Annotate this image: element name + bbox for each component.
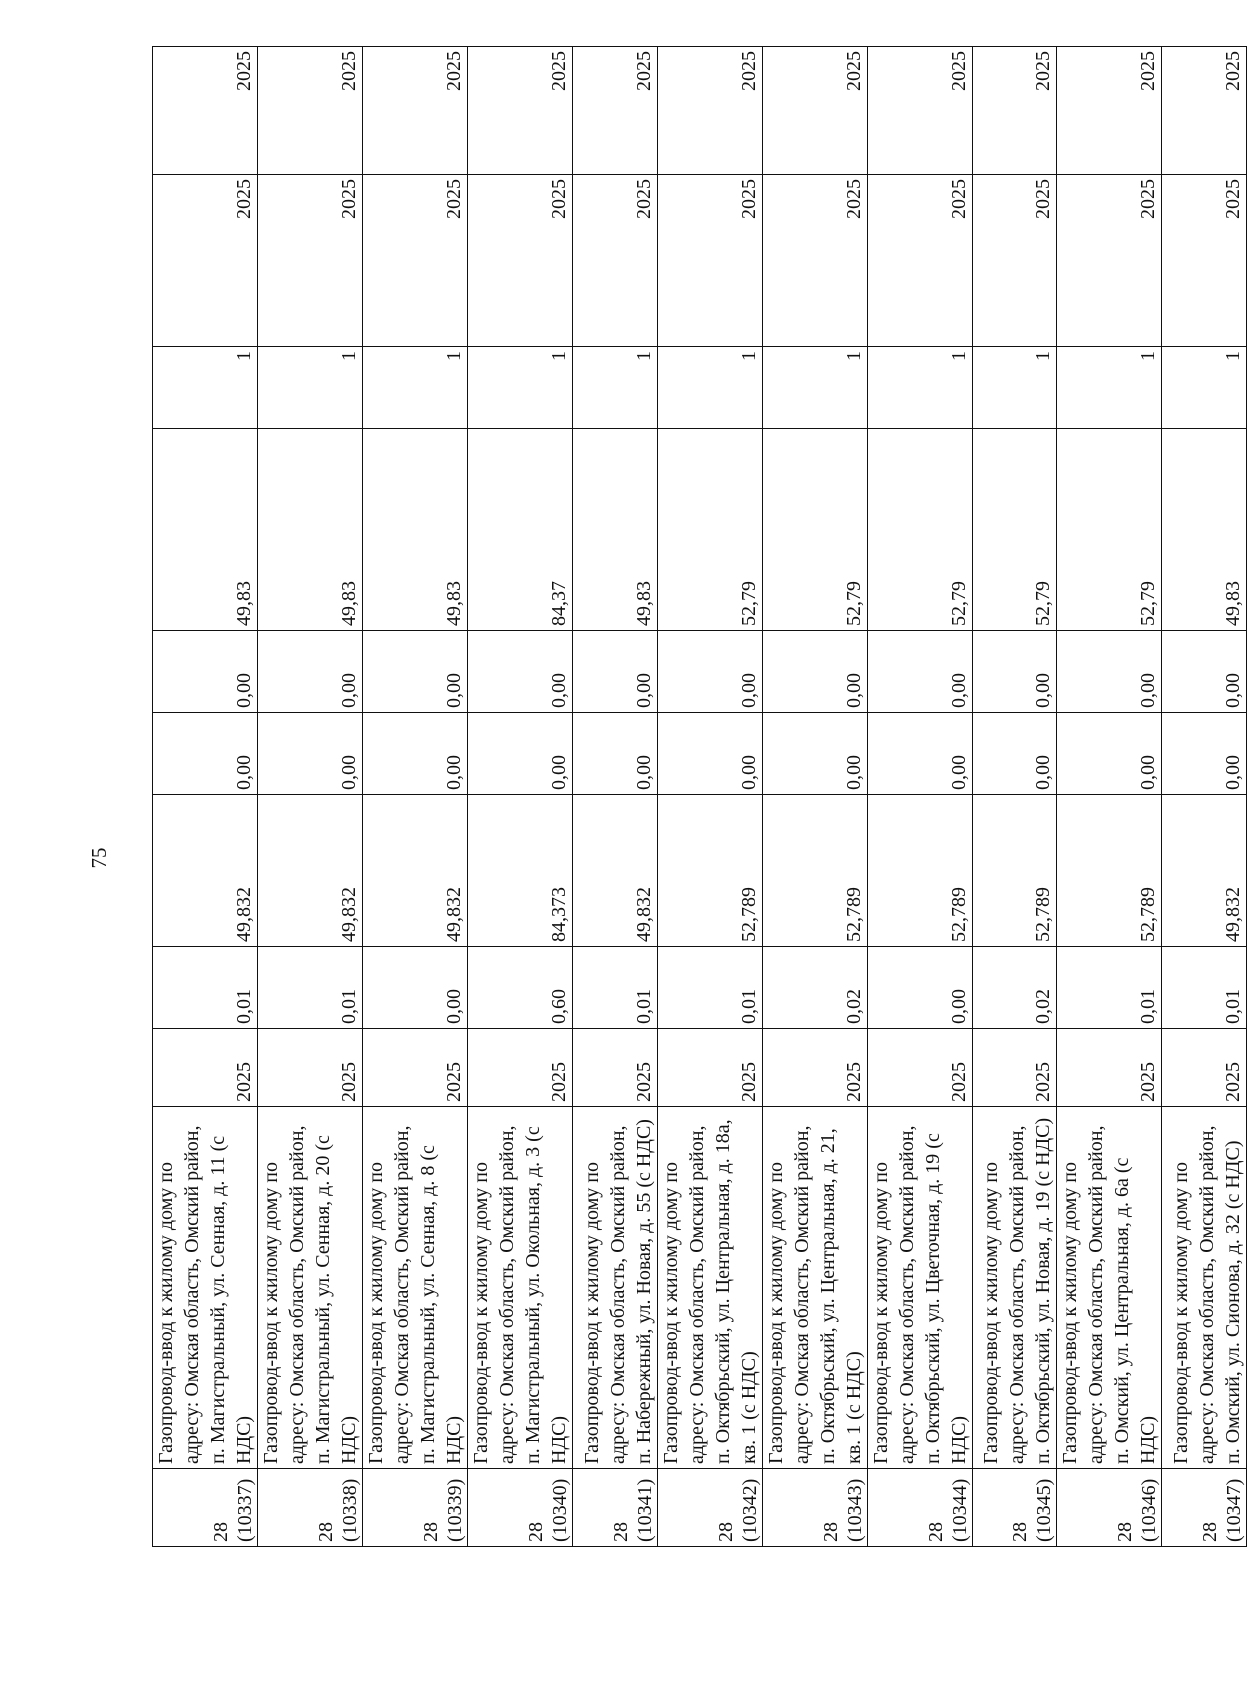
- table-row: [573, 47, 658, 1547]
- end-year-cell: 2025: [1057, 47, 1162, 175]
- start-year-cell: 2025: [258, 175, 363, 347]
- table-row: [762, 47, 867, 1547]
- total-cell: 52,79: [762, 429, 867, 631]
- year-cell: 2025: [258, 1029, 363, 1107]
- total-cell: 49,83: [258, 429, 363, 631]
- value-cell: 0,02: [762, 947, 867, 1029]
- year-cell: 2025: [972, 1029, 1057, 1107]
- table-row: [972, 47, 1057, 1547]
- count-cell: 1: [363, 347, 468, 429]
- value-cell: 0,00: [363, 631, 468, 713]
- value-cell: 0,00: [258, 713, 363, 795]
- value-cell: 52,789: [972, 795, 1057, 947]
- value-cell: 0,00: [657, 713, 762, 795]
- row-number-cell: [972, 1469, 1057, 1547]
- object-name-cell: Газопровод-ввод к жилому дому по адресу: Омская область, Омский район, п. Набережный, ул. Новая, д. 55 (с НДС): [573, 1107, 658, 1469]
- value-cell: 0,01: [1162, 947, 1247, 1029]
- object-name-cell: Газопровод-ввод к жилому дому по адресу: Омская область, Омский район, п. Октябрьский, ул. Новая, д. 19 (с НДС): [972, 1107, 1057, 1469]
- row-number: 28: [609, 1522, 632, 1542]
- row-number: 28: [525, 1522, 547, 1542]
- value-cell: 0,00: [867, 947, 972, 1029]
- count-cell: 1: [762, 347, 867, 429]
- count-cell: 1: [1162, 347, 1247, 429]
- total-cell: 49,83: [1162, 429, 1247, 631]
- table-row: [363, 47, 468, 1547]
- total-cell: 52,79: [657, 429, 762, 631]
- start-year-cell: 2025: [573, 175, 658, 347]
- start-year-cell: 2025: [867, 175, 972, 347]
- row-number: 28: [819, 1522, 842, 1542]
- value-cell: 0,00: [867, 713, 972, 795]
- row-number-cell: [468, 1469, 573, 1547]
- start-year-cell: 2025: [657, 175, 762, 347]
- row-number-cell: [867, 1469, 972, 1547]
- value-cell: 0,00: [1057, 631, 1162, 713]
- value-cell: 0,00: [762, 713, 867, 795]
- object-name-cell: Газопровод-ввод к жилому дому по адресу: Омская область, Омский район, п. Магистральный, ул. Сенная, д. 20 (с НДС): [258, 1107, 363, 1469]
- row-number: 28: [714, 1522, 737, 1542]
- table-row: [657, 47, 762, 1547]
- object-name-cell: Газопровод-ввод к жилому дому по адресу: Омская область, Омский район, п. Омский, ул. Центральная, д. 6а (с НДС): [1057, 1107, 1162, 1469]
- row-code: (10345): [1033, 1478, 1056, 1542]
- count-cell: 1: [153, 347, 258, 429]
- row-number: 28: [1009, 1522, 1032, 1542]
- count-cell: 1: [468, 347, 573, 429]
- row-number-cell: [258, 1469, 363, 1547]
- end-year-cell: 2025: [1162, 47, 1247, 175]
- row-number-cell: [363, 1469, 468, 1547]
- row-number: 28: [210, 1522, 232, 1542]
- year-cell: 2025: [363, 1029, 468, 1107]
- row-code: (10347): [1223, 1478, 1246, 1542]
- total-cell: 52,79: [1057, 429, 1162, 631]
- row-code: (10346): [1138, 1478, 1161, 1542]
- value-cell: 0,00: [1162, 713, 1247, 795]
- value-cell: 0,01: [573, 947, 658, 1029]
- year-cell: 2025: [153, 1029, 258, 1107]
- table-body: [153, 47, 1247, 1547]
- end-year-cell: 2025: [657, 47, 762, 175]
- year-cell: 2025: [1057, 1029, 1162, 1107]
- object-name-cell: Газопровод-ввод к жилому дому по адресу: Омская область, Омский район, п. Октябрьский, ул. Цветочная, д. 19 (с НДС): [867, 1107, 972, 1469]
- table-container: [152, 47, 1246, 1547]
- count-cell: 1: [258, 347, 363, 429]
- row-code: (10338): [339, 1478, 361, 1542]
- end-year-cell: 2025: [573, 47, 658, 175]
- start-year-cell: 2025: [153, 175, 258, 347]
- table-row: [1162, 47, 1247, 1547]
- row-number-cell: [657, 1469, 762, 1547]
- row-code: (10339): [444, 1478, 466, 1542]
- value-cell: 49,832: [153, 795, 258, 947]
- value-cell: 0,00: [468, 631, 573, 713]
- row-number-cell: [762, 1469, 867, 1547]
- value-cell: 0,01: [657, 947, 762, 1029]
- end-year-cell: 2025: [762, 47, 867, 175]
- data-table: [152, 46, 1247, 1547]
- object-name-cell: Газопровод-ввод к жилому дому по адресу: Омская область, Омский район, п. Октябрьский, ул. Центральная, д. 18а, кв. 1 (с НДС): [657, 1107, 762, 1469]
- value-cell: 84,373: [468, 795, 573, 947]
- object-name-cell: Газопровод-ввод к жилому дому по адресу: Омская область, Омский район, п. Магистральный, ул. Сенная, д. 11 (с НДС): [153, 1107, 258, 1469]
- end-year-cell: 2025: [363, 47, 468, 175]
- year-cell: 2025: [573, 1029, 658, 1107]
- table-row: [1057, 47, 1162, 1547]
- row-number-cell: [153, 1469, 258, 1547]
- value-cell: 49,832: [1162, 795, 1247, 947]
- total-cell: 84,37: [468, 429, 573, 631]
- table-row: [867, 47, 972, 1547]
- value-cell: 0,00: [972, 631, 1057, 713]
- row-number: 28: [315, 1522, 337, 1542]
- value-cell: 49,832: [258, 795, 363, 947]
- row-code: (10344): [948, 1478, 971, 1542]
- start-year-cell: 2025: [1057, 175, 1162, 347]
- year-cell: 2025: [468, 1029, 573, 1107]
- value-cell: 49,832: [363, 795, 468, 947]
- row-code: (10340): [549, 1478, 571, 1542]
- value-cell: 52,789: [1057, 795, 1162, 947]
- end-year-cell: 2025: [153, 47, 258, 175]
- year-cell: 2025: [867, 1029, 972, 1107]
- row-number-cell: [1057, 1469, 1162, 1547]
- count-cell: 1: [1057, 347, 1162, 429]
- total-cell: 52,79: [867, 429, 972, 631]
- value-cell: 0,01: [258, 947, 363, 1029]
- row-number: 28: [420, 1522, 442, 1542]
- start-year-cell: 2025: [468, 175, 573, 347]
- row-number-cell: [573, 1469, 658, 1547]
- value-cell: 52,789: [762, 795, 867, 947]
- value-cell: 0,00: [153, 713, 258, 795]
- row-code: (10343): [843, 1478, 866, 1542]
- end-year-cell: 2025: [972, 47, 1057, 175]
- value-cell: 0,00: [657, 631, 762, 713]
- value-cell: 0,00: [762, 631, 867, 713]
- count-cell: 1: [867, 347, 972, 429]
- value-cell: 0,00: [258, 631, 363, 713]
- count-cell: 1: [573, 347, 658, 429]
- start-year-cell: 2025: [762, 175, 867, 347]
- value-cell: 52,789: [867, 795, 972, 947]
- row-number: 28: [1114, 1522, 1137, 1542]
- total-cell: 49,83: [153, 429, 258, 631]
- object-name-cell: Газопровод-ввод к жилому дому по адресу: Омская область, Омский район, п. Омский, ул. Сионова, д. 32 (с НДС): [1162, 1107, 1247, 1469]
- end-year-cell: 2025: [258, 47, 363, 175]
- table-row: [468, 47, 573, 1547]
- value-cell: 0,60: [468, 947, 573, 1029]
- total-cell: 49,83: [573, 429, 658, 631]
- value-cell: 0,00: [363, 713, 468, 795]
- year-cell: 2025: [762, 1029, 867, 1107]
- value-cell: 0,01: [1057, 947, 1162, 1029]
- value-cell: 0,00: [573, 631, 658, 713]
- object-name-cell: Газопровод-ввод к жилому дому по адресу: Омская область, Омский район, п. Магистральный, ул. Окольная, д. 3 (с НДС): [468, 1107, 573, 1469]
- object-name-cell: Газопровод-ввод к жилому дому по адресу: Омская область, Омский район, п. Магистральный, ул. Сенная, д. 8 (с НДС): [363, 1107, 468, 1469]
- total-cell: 49,83: [363, 429, 468, 631]
- table-row: [258, 47, 363, 1547]
- count-cell: 1: [972, 347, 1057, 429]
- value-cell: 0,00: [867, 631, 972, 713]
- start-year-cell: 2025: [1162, 175, 1247, 347]
- value-cell: 0,00: [972, 713, 1057, 795]
- row-code: (10342): [738, 1478, 761, 1542]
- value-cell: 0,00: [573, 713, 658, 795]
- page-number: 75: [87, 847, 111, 869]
- object-name-cell: Газопровод-ввод к жилому дому по адресу: Омская область, Омский район, п. Октябрьский, ул. Центральная, д. 21, кв. 1 (с НДС): [762, 1107, 867, 1469]
- value-cell: 0,01: [153, 947, 258, 1029]
- value-cell: 0,00: [468, 713, 573, 795]
- row-number: 28: [924, 1522, 947, 1542]
- value-cell: 0,02: [972, 947, 1057, 1029]
- start-year-cell: 2025: [972, 175, 1057, 347]
- value-cell: 0,00: [153, 631, 258, 713]
- total-cell: 52,79: [972, 429, 1057, 631]
- count-cell: 1: [657, 347, 762, 429]
- value-cell: 49,832: [573, 795, 658, 947]
- value-cell: 52,789: [657, 795, 762, 947]
- start-year-cell: 2025: [363, 175, 468, 347]
- end-year-cell: 2025: [867, 47, 972, 175]
- value-cell: 0,00: [363, 947, 468, 1029]
- value-cell: 0,00: [1162, 631, 1247, 713]
- row-number: 28: [1199, 1522, 1222, 1542]
- year-cell: 2025: [657, 1029, 762, 1107]
- row-number-cell: [1162, 1469, 1247, 1547]
- year-cell: 2025: [1162, 1029, 1247, 1107]
- table-row: [153, 47, 258, 1547]
- row-code: (10337): [234, 1478, 256, 1542]
- end-year-cell: 2025: [468, 47, 573, 175]
- value-cell: 0,00: [1057, 713, 1162, 795]
- row-code: (10341): [633, 1478, 656, 1542]
